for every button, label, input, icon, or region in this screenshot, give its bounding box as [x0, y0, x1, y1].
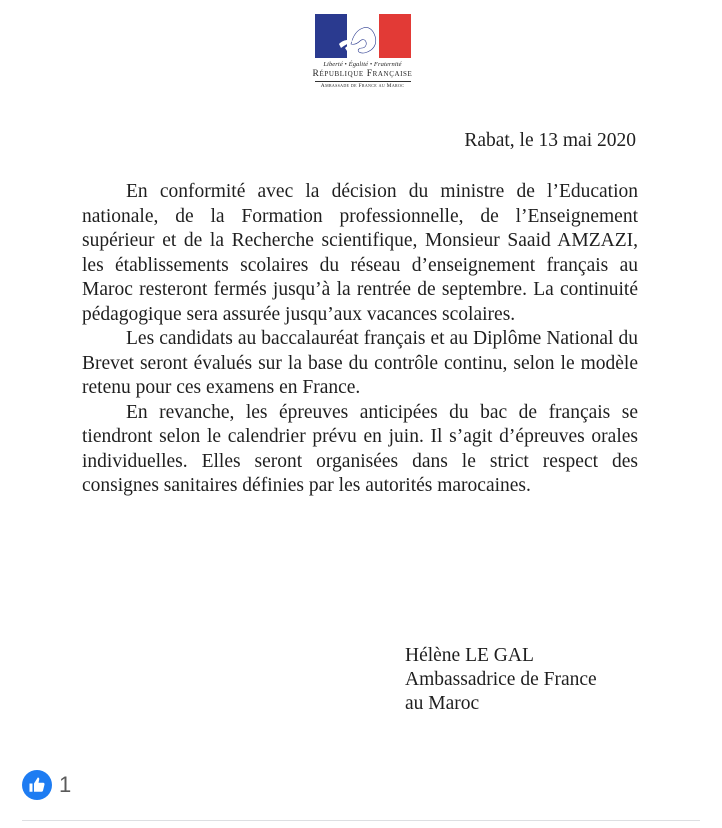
signatory-title: Ambassadrice de France: [405, 669, 597, 690]
letterhead-rule: [315, 81, 411, 82]
footer-divider: [22, 820, 700, 821]
paragraph-2: Les candidats au baccalauréat français et au Diplôme National du Brevet seront évalués sur la base du contrôle continu, selon le modèle retenu pour ces examens en France.: [82, 328, 638, 398]
motto: Liberté • Égalité • Fraternité: [323, 61, 402, 68]
republic-name: République Française: [312, 69, 413, 79]
reaction-count[interactable]: 1: [59, 772, 72, 797]
embassy-name: Ambassade de France au Maroc: [320, 83, 405, 89]
paragraph-3: En revanche, les épreuves anticipées du bac de français se tiendront selon le calendrier prévu en juin. Il s’agit d’épreuves orales individuelles. Elles seront organisées dans le strict respect des consignes sanitaires définies par les autorités marocaines.: [82, 401, 638, 496]
date-line: Rabat, le 13 mai 2020: [464, 130, 636, 151]
marianne-flag: [315, 14, 411, 58]
signature-block: [405, 644, 597, 716]
letter-body: [82, 180, 638, 499]
republic-logo: [305, 14, 420, 89]
reactions-summary[interactable]: [22, 770, 71, 800]
signatory-name: Hélène LE GAL: [405, 645, 534, 666]
like-icon[interactable]: [22, 770, 52, 800]
marianne-icon: [315, 14, 411, 58]
signatory-title-cont: au Maroc: [405, 693, 480, 714]
paragraph-1: En conformité avec la décision du ministre de l’Education nationale, de la Formation professionnelle, de l’Enseignement supérieur et de la Recherche scientifique, Monsieur Saaid AMZAZI, les établissements scolaires du réseau d’enseignement français au Maroc resteront fermés jusqu’à la rentrée de septembre. La continuité pédagogique sera assurée jusqu’aux vacances scolaires.: [82, 181, 638, 325]
